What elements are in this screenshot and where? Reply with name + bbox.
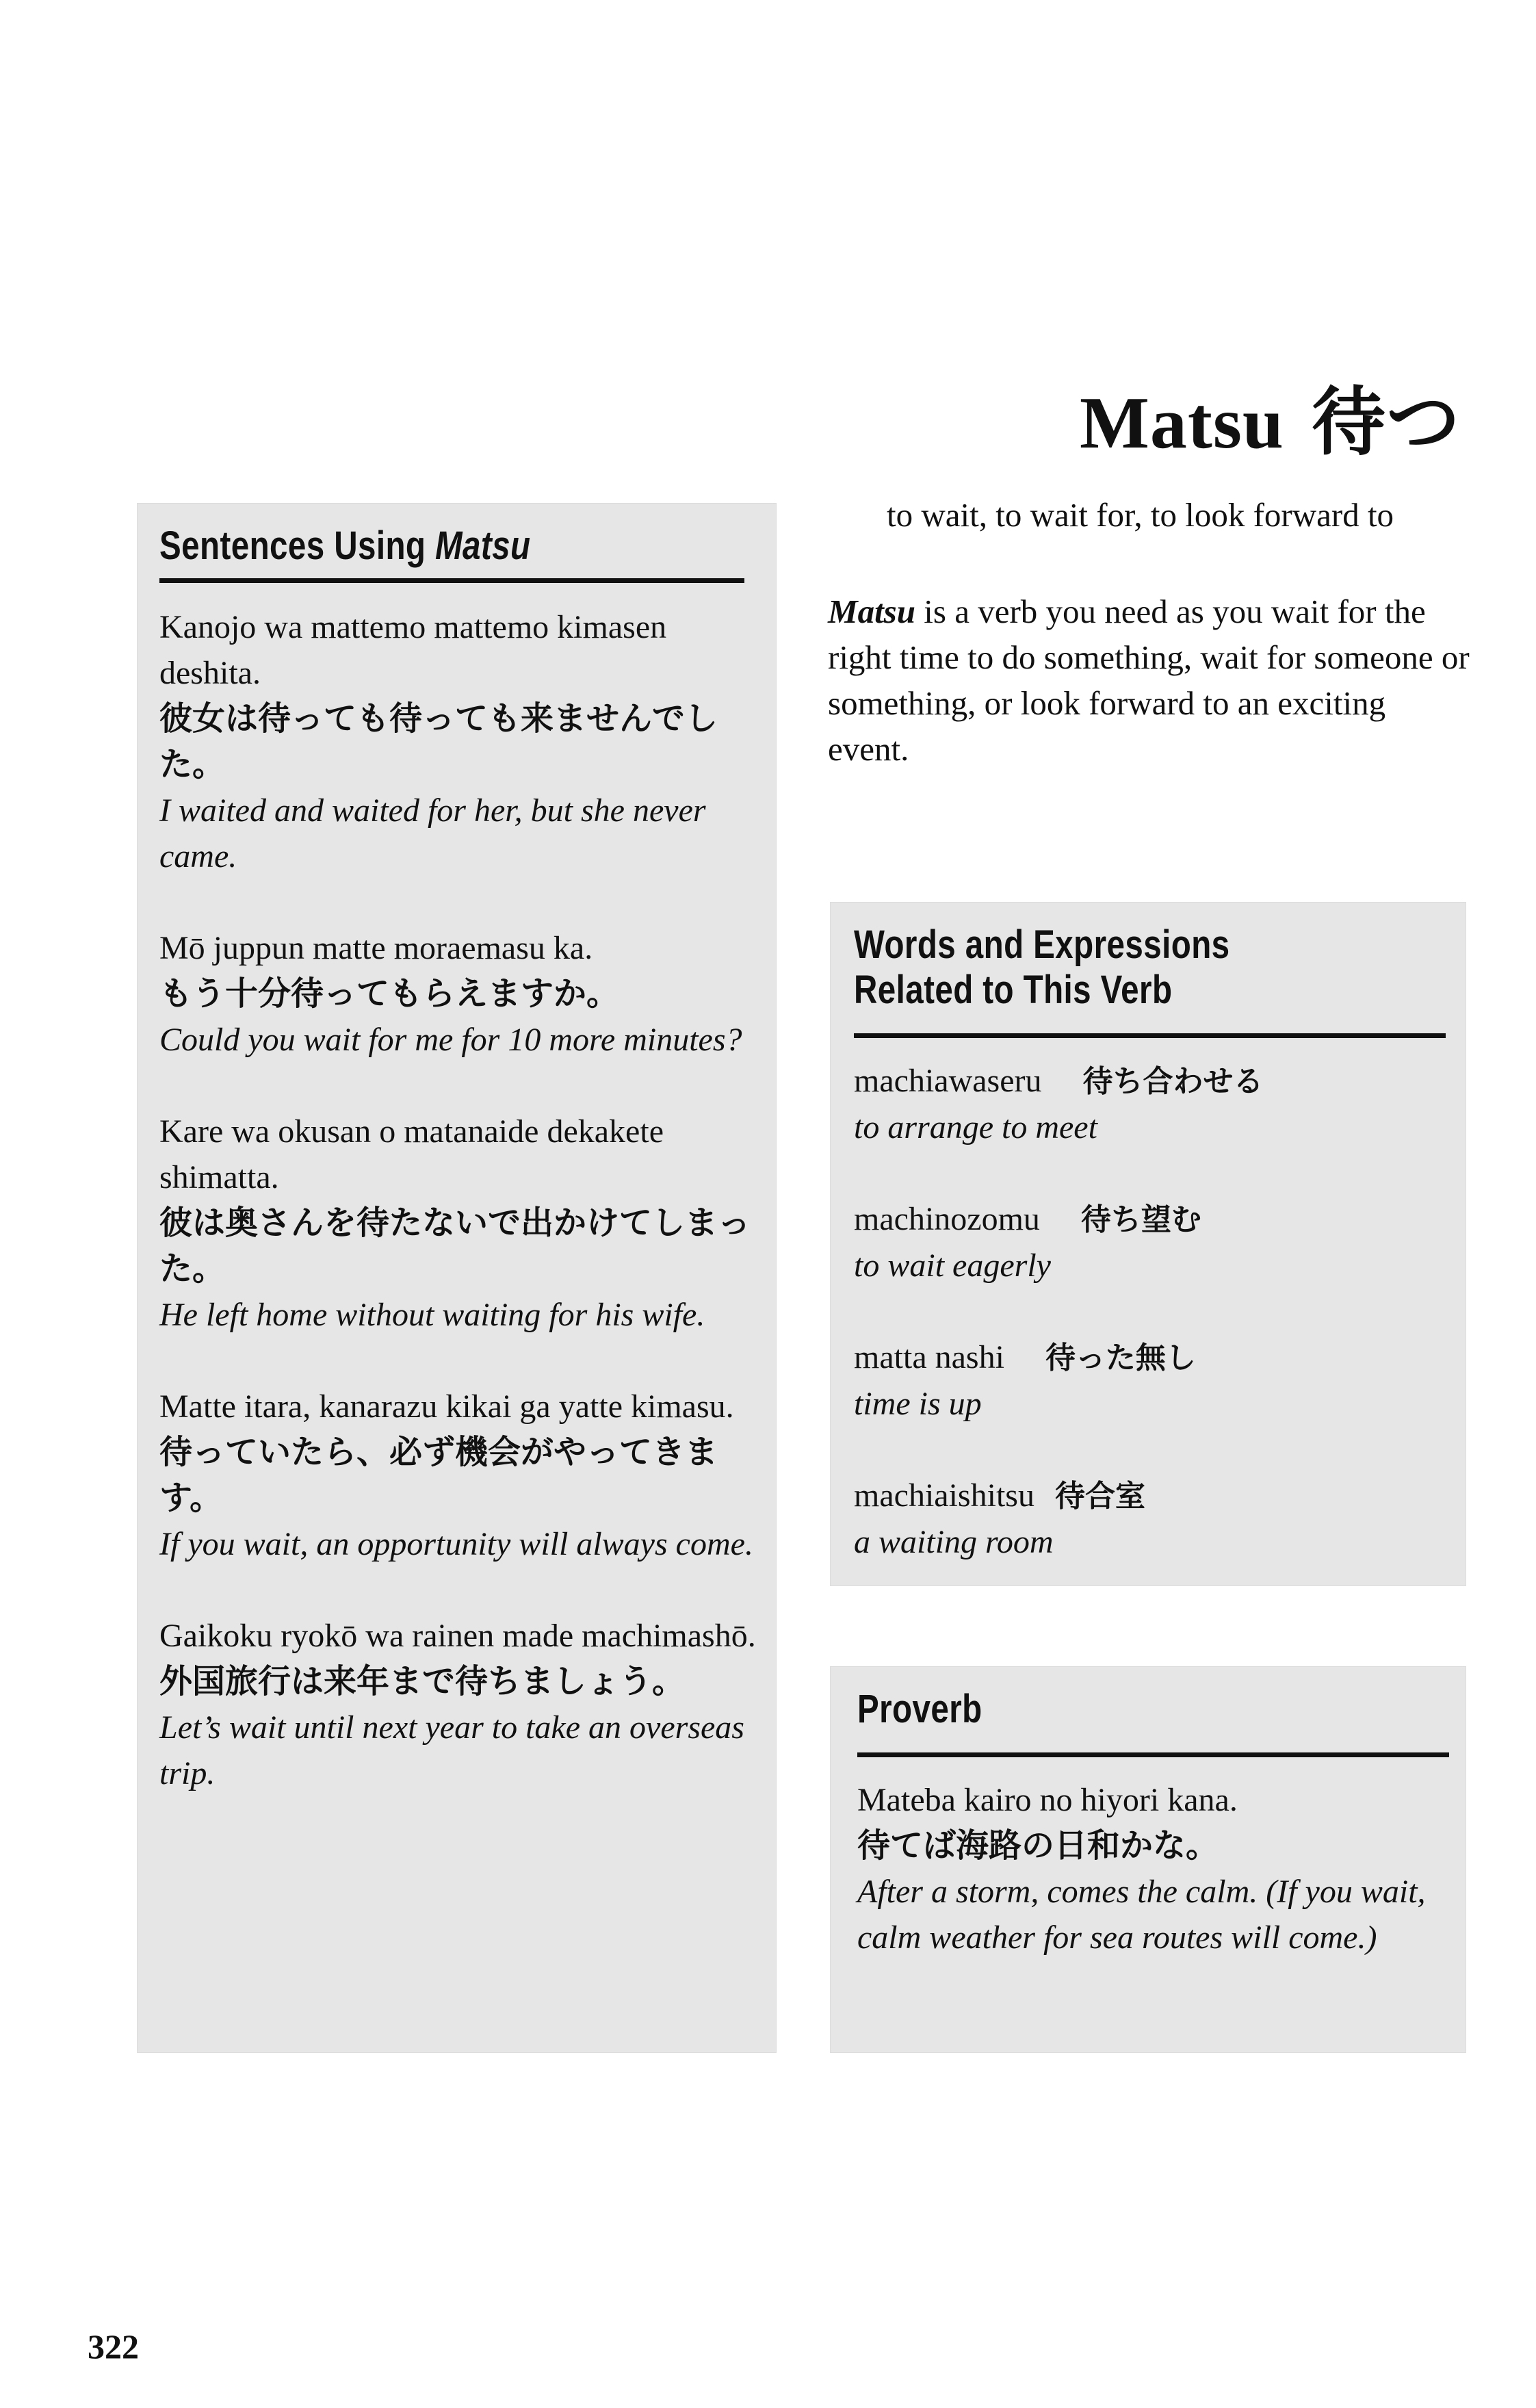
sentence-japanese: 彼は奥さんを待たないで出かけてしまった。 <box>159 1204 751 1288</box>
page-title <box>1080 363 1461 469</box>
word-item <box>854 1058 1456 1150</box>
sentence-romaji: Kare wa okusan o matanaide dekakete shimatta. <box>159 1113 664 1195</box>
sentence-romaji: Gaikoku ryokō wa rainen made machimashō. <box>159 1618 756 1654</box>
word-item <box>854 1473 1456 1565</box>
words-box <box>830 902 1466 1586</box>
intro-verb: Matsu <box>828 593 916 630</box>
sentence-item <box>159 1613 762 1796</box>
word-english: to arrange to meet <box>854 1109 1097 1145</box>
proverb-japanese: 待てば海路の日和かな。 <box>857 1826 1219 1865</box>
sentences-box <box>137 503 777 2053</box>
title-romaji: Matsu <box>1079 383 1284 464</box>
sentence-romaji: Matte itara, kanarazu kikai ga yatte kimasu. <box>159 1388 734 1425</box>
sentence-japanese: もう十分待ってもらえますか。 <box>159 974 620 1013</box>
title-kanji: 待つ <box>1311 380 1461 465</box>
words-list <box>854 1058 1456 1611</box>
proverb-heading-rule <box>857 1752 1449 1757</box>
verb-definition: to wait, to wait for, to look forward to <box>887 496 1394 534</box>
word-romaji: machiawaseru <box>854 1063 1042 1099</box>
words-heading-line2: Related to This Verb <box>854 968 1173 1012</box>
sentence-japanese: 待っていたら、必ず機会がやってきます。 <box>159 1433 718 1517</box>
sentence-romaji: Kanojo wa mattemo mattemo kimasen deshita. <box>159 609 667 691</box>
sentence-item <box>159 925 762 1063</box>
word-japanese: 待ち合わせる <box>1082 1064 1264 1099</box>
word-item <box>854 1196 1456 1289</box>
word-japanese: 待った無し <box>1045 1341 1196 1375</box>
word-english: time is up <box>854 1386 982 1422</box>
sentence-item <box>159 604 762 879</box>
sentence-romaji: Mō juppun matte moraemasu ka. <box>159 930 593 966</box>
word-romaji: machiaishitsu <box>854 1477 1034 1514</box>
sentence-english: Let’s wait until next year to take an overseas trip. <box>159 1709 744 1791</box>
words-heading-rule <box>854 1033 1446 1038</box>
sentence-english: Could you wait for me for 10 more minutes? <box>159 1022 742 1058</box>
sentence-japanese: 彼女は待っても待っても来ませんでした。 <box>159 699 718 784</box>
sentences-heading-prefix: Sentences Using <box>159 523 436 568</box>
sentences-heading-verb: Matsu <box>435 523 531 568</box>
word-english: a waiting room <box>854 1524 1054 1560</box>
sentences-heading-rule <box>159 578 744 583</box>
sentence-item <box>159 1384 762 1567</box>
word-english: to wait eagerly <box>854 1247 1051 1284</box>
proverb-body <box>857 1777 1446 1960</box>
sentences-heading <box>159 523 530 569</box>
word-romaji: machinozomu <box>854 1201 1040 1237</box>
word-item <box>854 1334 1456 1427</box>
words-heading-line1: Words and Expressions <box>854 922 1230 967</box>
page-number: 322 <box>88 2327 139 2366</box>
sentences-list <box>159 604 762 1842</box>
words-heading <box>854 922 1230 1013</box>
word-romaji: matta nashi <box>854 1339 1004 1375</box>
proverb-english: After a storm, comes the calm. (If you wait, calm weather for sea routes will come.) <box>857 1874 1426 1956</box>
proverb-box <box>830 1666 1466 2053</box>
proverb-heading: Proverb <box>857 1687 982 1731</box>
sentence-english: I waited and waited for her, but she never came. <box>159 792 706 875</box>
intro-paragraph <box>828 588 1471 772</box>
sentence-english: If you wait, an opportunity will always come. <box>159 1526 753 1562</box>
intro-text: is a verb you need as you wait for the right time to do something, wait for someone or something, or look forward to an exciting event. <box>828 593 1470 768</box>
proverb-romaji: Mateba kairo no hiyori kana. <box>857 1782 1238 1818</box>
word-japanese: 待合室 <box>1054 1479 1145 1514</box>
word-japanese: 待ち望む <box>1080 1202 1201 1237</box>
sentence-item <box>159 1109 762 1338</box>
sentence-english: He left home without waiting for his wife. <box>159 1297 705 1333</box>
sentence-japanese: 外国旅行は来年まで待ちましょう。 <box>159 1662 686 1700</box>
